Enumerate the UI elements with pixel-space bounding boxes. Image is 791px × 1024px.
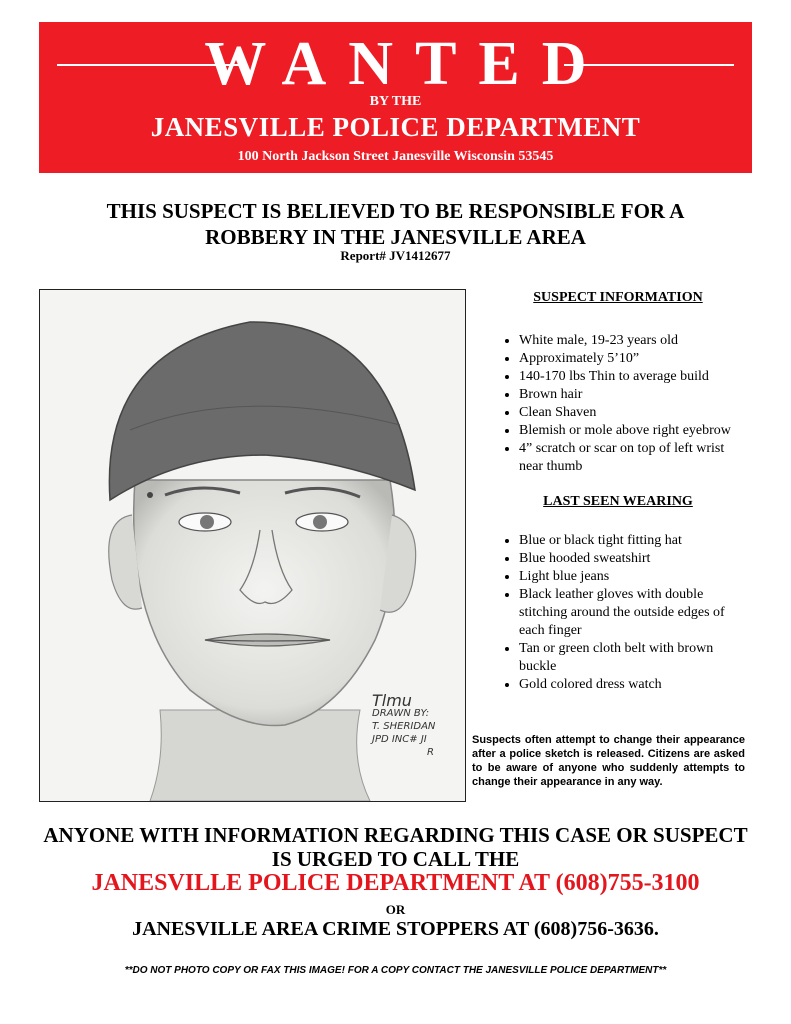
report-number: Report# JV1412677 (340, 248, 451, 263)
last-seen-title: LAST SEEN WEARING (543, 494, 693, 509)
cta-line2: IS URGED TO CALL THE (271, 847, 520, 871)
list-item: • Blue hooded sweatshirt (519, 550, 749, 568)
banner-by: BY THE (369, 94, 422, 109)
headline (0, 198, 791, 250)
list-item: • Approximately 5’10” (519, 350, 749, 368)
list-item: • Blemish or mole above right eyebrow (519, 422, 749, 440)
list-item: • Black leather gloves with double stitching around the outside edges of each finger (519, 586, 749, 640)
artist-signature (372, 691, 436, 759)
suspect-sketch (39, 289, 466, 802)
drawn-by-label: DRAWN BY: (372, 708, 430, 719)
suspect-info-title: SUSPECT INFORMATION (533, 290, 703, 305)
list-item: • Clean Shaven (519, 404, 749, 422)
or-separator: OR (385, 902, 406, 917)
case-number-2: R (427, 747, 434, 758)
headline-line2: ROBBERY IN THE JANESVILLE AREA (205, 225, 586, 249)
banner-address: 100 North Jackson Street Janesville Wisconsin 53545 (237, 149, 554, 164)
call-to-action (0, 823, 791, 871)
cta-line1: ANYONE WITH INFORMATION REGARDING THIS CASE OR SUSPECT (43, 823, 748, 847)
list-item: • 4” scratch or scar on top of left wrist near thumb (519, 440, 749, 476)
appearance-change-note: Suspects often attempt to change their appearance after a police sketch is released. Citizens are asked to be aware of anyone who suddenly attempts to change their appearance in any way. (472, 734, 745, 788)
list-item: • Gold colored dress watch (519, 676, 749, 694)
list-item: • 140-170 lbs Thin to average build (519, 368, 749, 386)
wanted-banner (39, 22, 752, 173)
artist-name: T. SHERIDAN (372, 721, 436, 732)
copy-warning-footer: **DO NOT PHOTO COPY OR FAX THIS IMAGE! FOR A COPY CONTACT THE JANESVILLE POLICE DEPARTMENT** (124, 965, 667, 976)
police-phone: JANESVILLE POLICE DEPARTMENT AT (608)755-3100 (91, 870, 700, 896)
suspect-details (487, 290, 749, 694)
headline-line1: THIS SUSPECT IS BELIEVED TO BE RESPONSIBLE FOR A (106, 199, 685, 223)
last-seen-list (487, 532, 749, 694)
banner-title: WANTED (204, 30, 609, 98)
list-item: • White male, 19-23 years old (519, 332, 749, 350)
suspect-info-list (487, 332, 749, 476)
case-number: JPD INC# JI (372, 734, 427, 745)
list-item: • Light blue jeans (519, 568, 749, 586)
list-item: • Blue or black tight fitting hat (519, 532, 749, 550)
crime-stoppers-phone: JANESVILLE AREA CRIME STOPPERS AT (608)756-3636. (132, 918, 659, 940)
banner-department: JANESVILLE POLICE DEPARTMENT (150, 112, 641, 142)
list-item: • Brown hair (519, 386, 749, 404)
list-item: • Tan or green cloth belt with brown buckle (519, 640, 749, 676)
signature-mark: Tlmu (372, 691, 412, 710)
